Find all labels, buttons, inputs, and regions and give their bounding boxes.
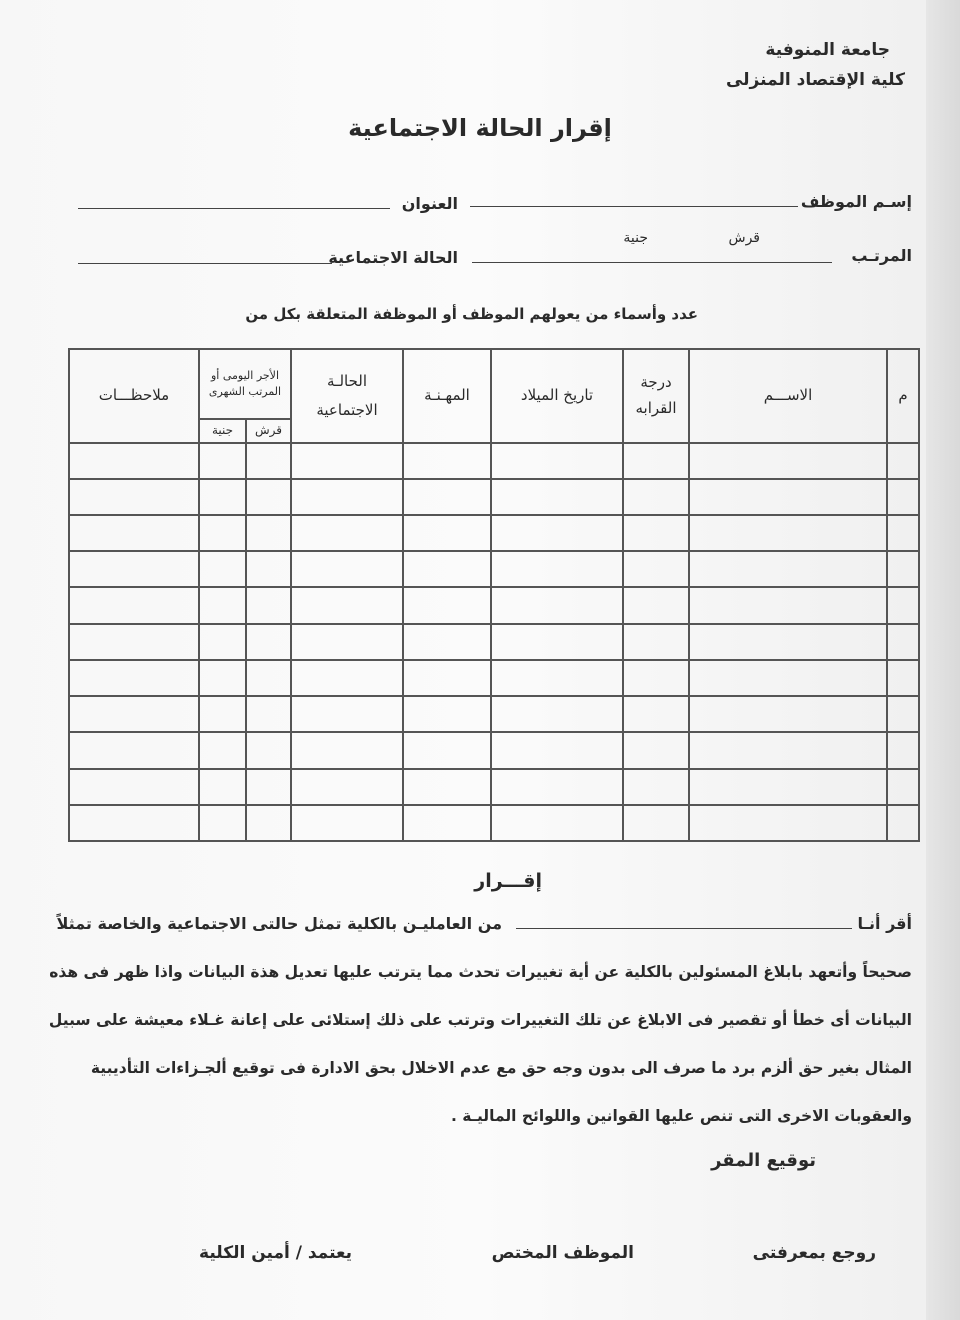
- table-cell[interactable]: [246, 515, 291, 551]
- table-cell[interactable]: [887, 443, 919, 479]
- table-cell[interactable]: [491, 732, 623, 768]
- col-index-header: م: [887, 349, 919, 443]
- table-cell[interactable]: [491, 443, 623, 479]
- table-cell[interactable]: [623, 660, 689, 696]
- table-cell[interactable]: [291, 660, 403, 696]
- table-cell[interactable]: [689, 479, 887, 515]
- table-cell[interactable]: [403, 624, 491, 660]
- table-cell[interactable]: [246, 587, 291, 623]
- table-cell[interactable]: [291, 769, 403, 805]
- table-cell[interactable]: [623, 443, 689, 479]
- table-cell[interactable]: [199, 696, 246, 732]
- table-cell[interactable]: [887, 769, 919, 805]
- salary-pounds-label: جنية: [623, 230, 648, 246]
- col-profession-header: المهـنـة: [403, 349, 491, 443]
- table-row: [69, 805, 919, 841]
- col-marital-header: الحالـة الاجتماعية: [291, 349, 403, 443]
- table-cell[interactable]: [491, 515, 623, 551]
- declaration-line1-start: أقر أنـا: [857, 914, 912, 933]
- page-edge: [926, 0, 960, 1320]
- marital-status-label: الحالة الاجتماعية: [328, 248, 458, 267]
- col-wage-pounds-header: جنية: [199, 419, 246, 443]
- table-cell[interactable]: [403, 732, 491, 768]
- dependents-table-body: [69, 443, 919, 841]
- table-cell[interactable]: [403, 479, 491, 515]
- table-cell[interactable]: [291, 587, 403, 623]
- table-cell[interactable]: [199, 732, 246, 768]
- table-cell[interactable]: [291, 479, 403, 515]
- page-title: إقرار الحالة الاجتماعية: [348, 114, 612, 142]
- table-cell[interactable]: [246, 805, 291, 841]
- table-cell[interactable]: [689, 551, 887, 587]
- table-cell[interactable]: [403, 443, 491, 479]
- table-cell[interactable]: [403, 551, 491, 587]
- table-row: [69, 660, 919, 696]
- table-cell[interactable]: [491, 479, 623, 515]
- table-cell[interactable]: [491, 587, 623, 623]
- col-wage-header: الأجر اليومى أو المرتب الشهرى: [199, 349, 291, 419]
- table-cell[interactable]: [403, 805, 491, 841]
- table-cell[interactable]: [199, 587, 246, 623]
- table-cell[interactable]: [689, 769, 887, 805]
- reviewed-by-label: روجع بمعرفتى: [752, 1243, 876, 1263]
- table-cell[interactable]: [623, 696, 689, 732]
- declaration-line2: صحيحاً وأتعهد بابلاغ المسئولين بالكلية عن أية تغييرات تحدث مما يترتب عليها تعديل هذة البيانات واذا ظهر فى هذه: [49, 963, 912, 981]
- table-cell[interactable]: [199, 515, 246, 551]
- table-cell[interactable]: [887, 660, 919, 696]
- declaration-line3: البيانات أى خطأ أو تقصير فى الابلاغ عن تلك التغييرات وترتب على ذلك إستلائى على إعانة غـلاء معيشة على سبيل: [48, 1011, 912, 1029]
- table-cell[interactable]: [689, 696, 887, 732]
- table-cell[interactable]: [689, 805, 887, 841]
- table-cell[interactable]: [623, 732, 689, 768]
- table-cell[interactable]: [69, 551, 199, 587]
- table-cell[interactable]: [403, 696, 491, 732]
- table-cell[interactable]: [69, 805, 199, 841]
- table-cell[interactable]: [623, 624, 689, 660]
- table-cell[interactable]: [887, 805, 919, 841]
- table-cell[interactable]: [491, 769, 623, 805]
- table-cell[interactable]: [491, 551, 623, 587]
- table-cell[interactable]: [491, 660, 623, 696]
- table-row: [69, 696, 919, 732]
- table-cell[interactable]: [887, 696, 919, 732]
- table-cell[interactable]: [69, 769, 199, 805]
- table-cell[interactable]: [689, 443, 887, 479]
- table-cell[interactable]: [291, 515, 403, 551]
- table-cell[interactable]: [623, 515, 689, 551]
- table-cell[interactable]: [69, 732, 199, 768]
- table-cell[interactable]: [887, 551, 919, 587]
- table-row: [69, 624, 919, 660]
- table-row: [69, 479, 919, 515]
- declaration-line1-end: من العامليـن بالكلية تمثل حالتى الاجتماعية والخاصة تمثلاً: [56, 914, 502, 933]
- table-cell[interactable]: [291, 732, 403, 768]
- table-cell[interactable]: [199, 551, 246, 587]
- table-cell[interactable]: [199, 660, 246, 696]
- address-label: العنوان: [401, 194, 458, 213]
- declaration-line4: المثال بغير حق ألزم برد ما صرف الى بدون وجه حق مع عدم الاخلال بحق الادارة فى توقيع ألجـزاءات التأديبية: [90, 1059, 912, 1077]
- col-wage-piasters-header: قرش: [246, 419, 291, 443]
- table-cell[interactable]: [199, 769, 246, 805]
- declaration-heading: إقـــرار: [474, 870, 542, 892]
- dependents-table: [68, 348, 920, 842]
- table-cell[interactable]: [291, 443, 403, 479]
- table-cell[interactable]: [887, 479, 919, 515]
- table-cell[interactable]: [246, 732, 291, 768]
- table-row: [69, 769, 919, 805]
- salary-piasters-label: قرش: [728, 230, 760, 246]
- table-cell[interactable]: [491, 805, 623, 841]
- table-cell[interactable]: [403, 587, 491, 623]
- table-cell[interactable]: [491, 696, 623, 732]
- table-cell[interactable]: [623, 479, 689, 515]
- table-cell[interactable]: [69, 696, 199, 732]
- salary-label: المرتـب: [851, 246, 912, 265]
- col-birthdate-header: تاريخ الميلاد: [491, 349, 623, 443]
- table-row: [69, 551, 919, 587]
- table-cell[interactable]: [69, 624, 199, 660]
- table-cell[interactable]: [246, 479, 291, 515]
- table-cell[interactable]: [403, 769, 491, 805]
- table-cell[interactable]: [291, 696, 403, 732]
- col-notes-header: ملاحظـــات: [69, 349, 199, 443]
- table-cell[interactable]: [689, 515, 887, 551]
- table-cell[interactable]: [246, 624, 291, 660]
- table-cell[interactable]: [199, 443, 246, 479]
- employee-name-label: إسـم الموظف: [800, 192, 912, 211]
- table-cell[interactable]: [246, 769, 291, 805]
- table-cell[interactable]: [887, 515, 919, 551]
- table-cell[interactable]: [291, 551, 403, 587]
- table-cell[interactable]: [246, 696, 291, 732]
- table-cell[interactable]: [689, 587, 887, 623]
- table-cell[interactable]: [69, 515, 199, 551]
- table-cell[interactable]: [291, 805, 403, 841]
- clerk-label: الموظف المختص: [491, 1243, 634, 1263]
- table-cell[interactable]: [623, 769, 689, 805]
- approved-by-label: يعتمد / أمين الكلية: [199, 1243, 352, 1263]
- table-cell[interactable]: [403, 660, 491, 696]
- table-row: [69, 732, 919, 768]
- employee-name-line[interactable]: [470, 206, 798, 207]
- table-cell[interactable]: [887, 732, 919, 768]
- address-line[interactable]: [78, 208, 390, 209]
- col-relation-header: درجة القرابه: [623, 349, 689, 443]
- table-cell[interactable]: [246, 551, 291, 587]
- table-cell[interactable]: [199, 624, 246, 660]
- salary-line[interactable]: [472, 262, 832, 263]
- table-cell[interactable]: [199, 479, 246, 515]
- table-cell[interactable]: [887, 624, 919, 660]
- table-row: [69, 515, 919, 551]
- university-name: جامعة المنوفية: [765, 40, 890, 60]
- table-cell[interactable]: [69, 660, 199, 696]
- table-cell[interactable]: [689, 660, 887, 696]
- table-cell[interactable]: [69, 479, 199, 515]
- table-cell[interactable]: [887, 587, 919, 623]
- table-cell[interactable]: [491, 624, 623, 660]
- table-row: [69, 587, 919, 623]
- faculty-name: كلية الإقتصاد المنزلى: [725, 70, 905, 90]
- table-cell[interactable]: [623, 805, 689, 841]
- table-cell[interactable]: [246, 660, 291, 696]
- table-cell[interactable]: [291, 624, 403, 660]
- table-cell[interactable]: [689, 732, 887, 768]
- marital-status-line[interactable]: [78, 263, 332, 264]
- table-cell[interactable]: [199, 805, 246, 841]
- table-cell[interactable]: [246, 443, 291, 479]
- table-cell[interactable]: [623, 551, 689, 587]
- table-row: [69, 443, 919, 479]
- col-name-header: الاســـم: [689, 349, 887, 443]
- table-cell[interactable]: [689, 624, 887, 660]
- declaration-line5: والعقوبات الاخرى التى تنص عليها القوانين واللوائح الماليـة .: [451, 1107, 912, 1125]
- table-cell[interactable]: [623, 587, 689, 623]
- declarant-name-line[interactable]: [516, 928, 852, 929]
- table-cell[interactable]: [69, 443, 199, 479]
- table-cell[interactable]: [69, 587, 199, 623]
- dependents-intro: عدد وأسماء من يعولهم الموظف أو الموظفة المتعلقة بكل من: [245, 305, 698, 323]
- table-cell[interactable]: [403, 515, 491, 551]
- declarant-signature-label: توقيع المقر: [711, 1150, 816, 1171]
